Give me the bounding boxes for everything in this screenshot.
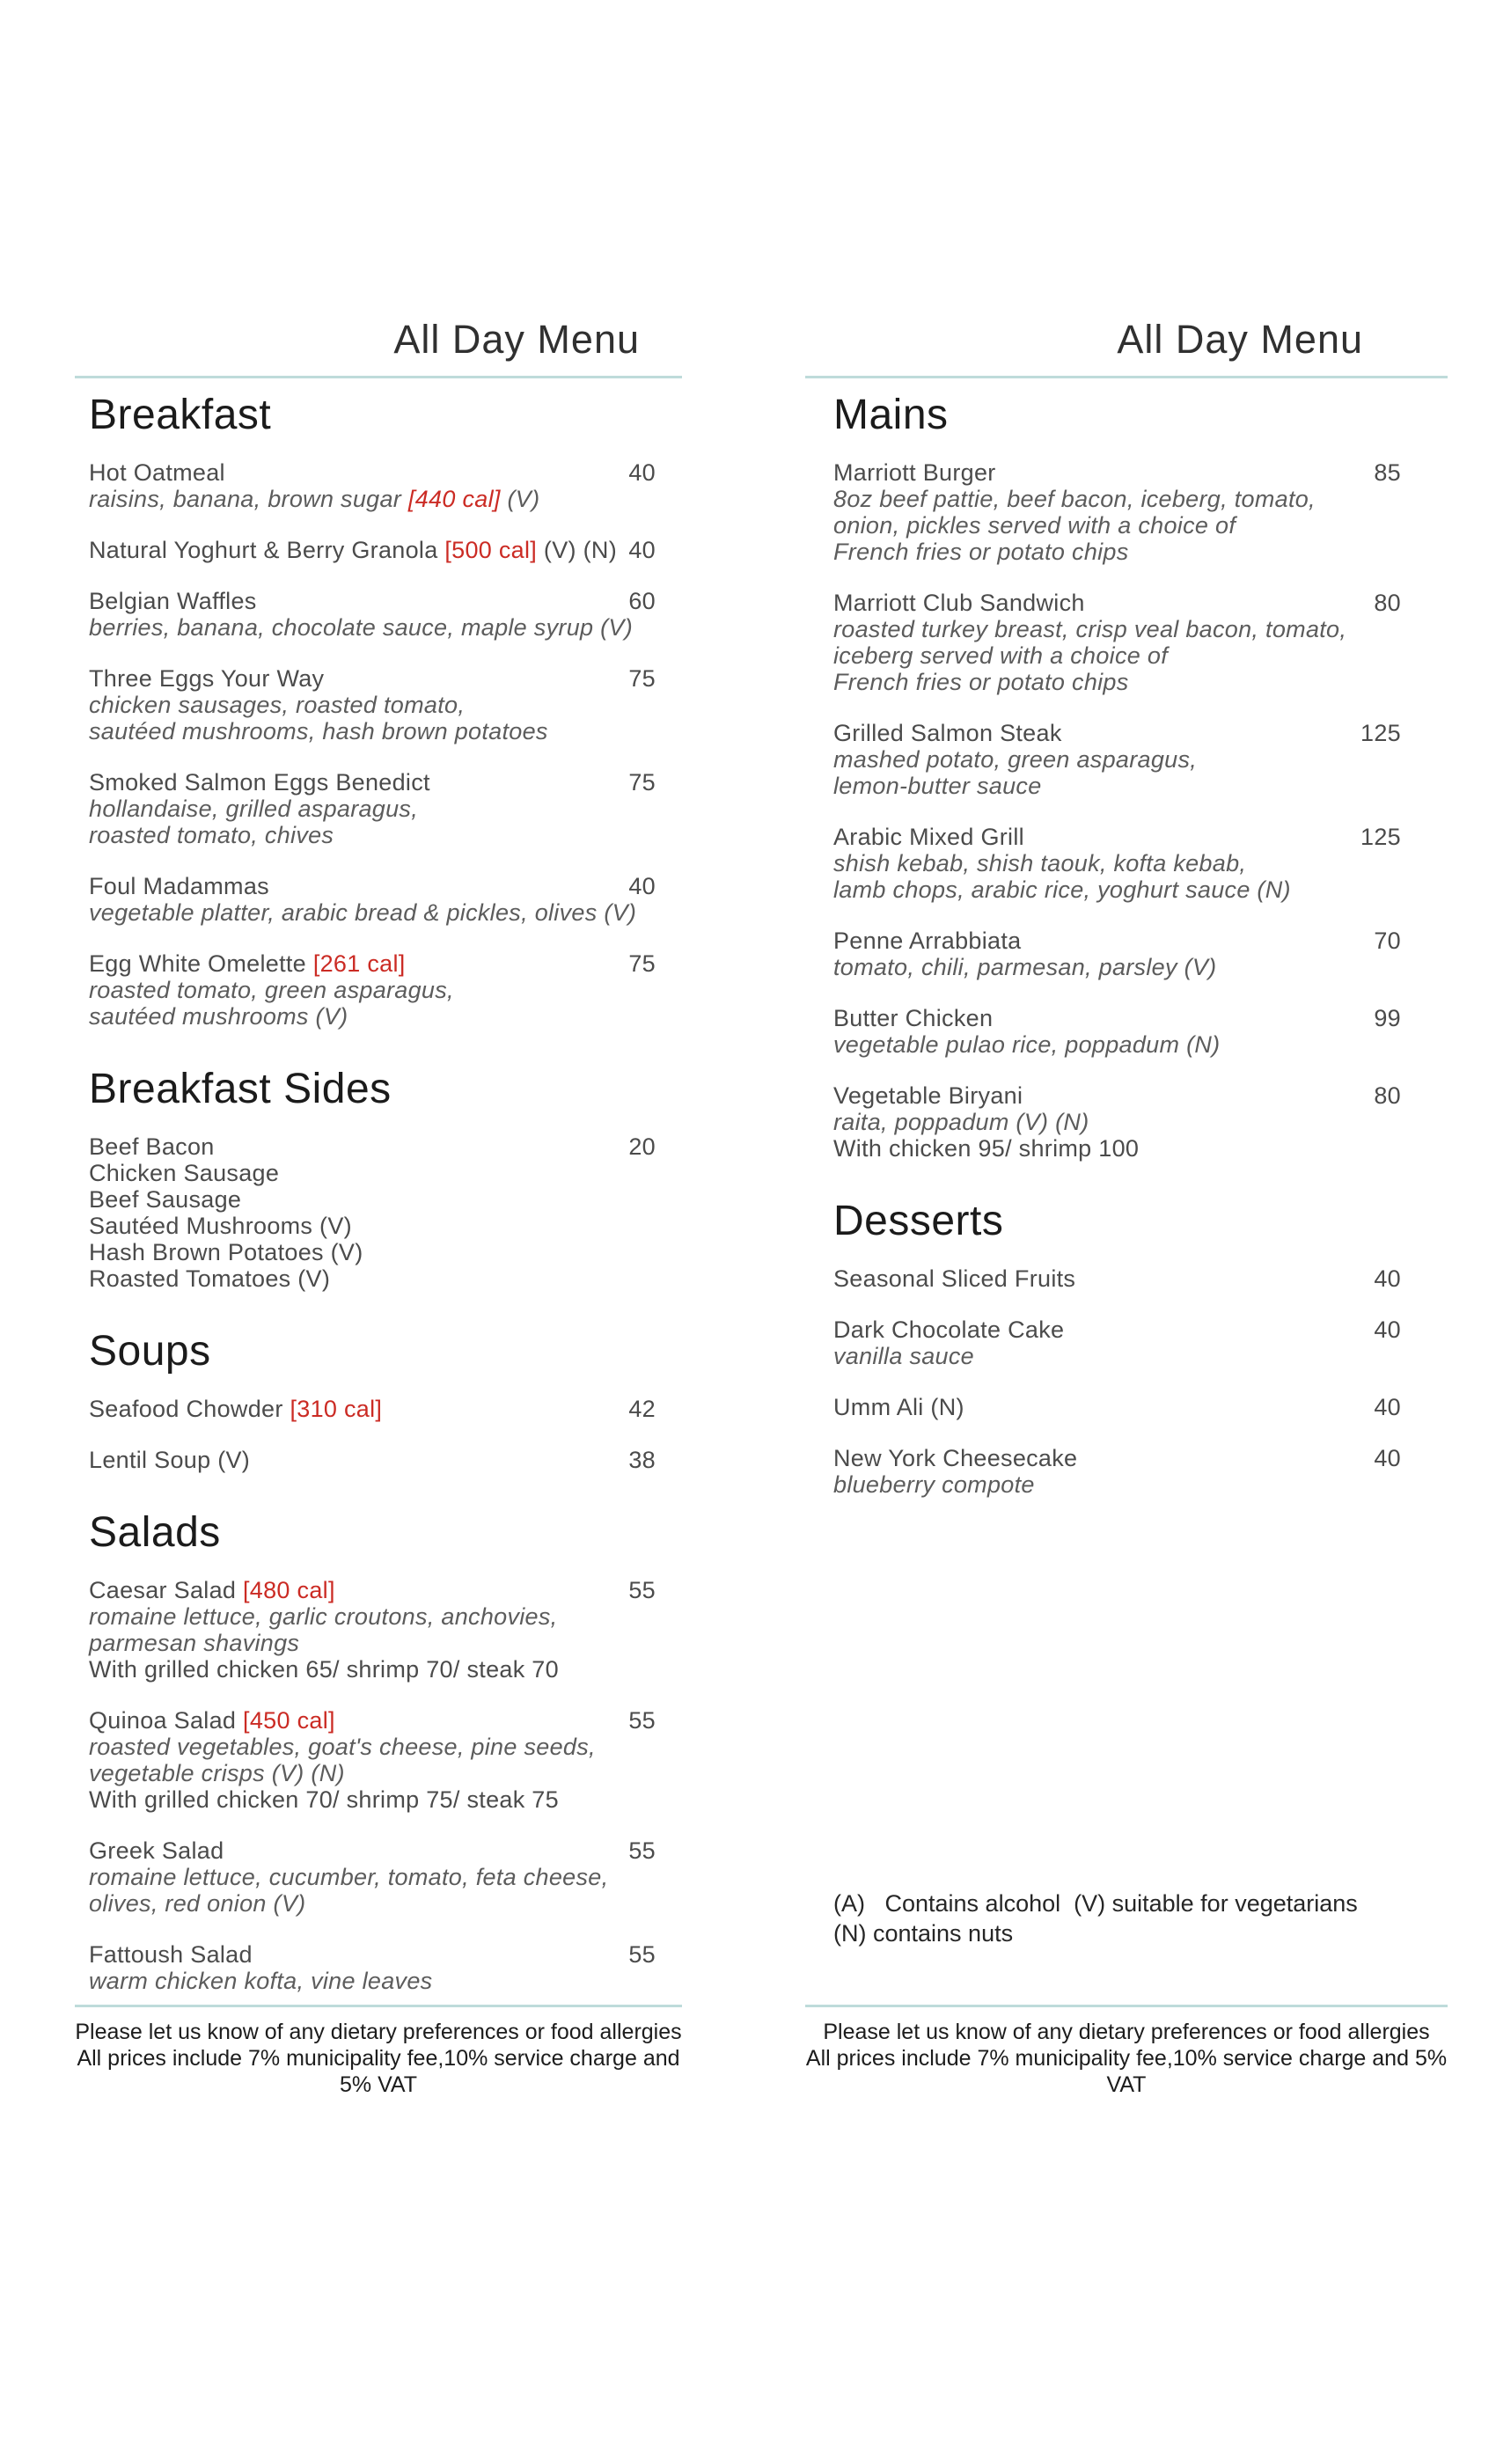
item-name <box>89 1133 215 1160</box>
text-segment: Foul Madammas <box>89 873 269 899</box>
item-description-line <box>833 486 1401 512</box>
item-head <box>89 459 656 486</box>
item-price: 85 <box>1374 459 1401 486</box>
item-name <box>89 665 324 692</box>
item-description-line <box>833 850 1401 876</box>
text-segment: Dark Chocolate Cake <box>833 1316 1065 1343</box>
page-title-left: All Day Menu <box>393 317 640 362</box>
menu-item <box>833 1445 1401 1498</box>
item-name <box>833 590 1085 616</box>
item-head <box>89 1707 656 1734</box>
text-segment: hollandaise, grilled asparagus, <box>89 796 419 822</box>
text-segment: Egg White Omelette <box>89 950 313 977</box>
item-description-line <box>833 876 1401 903</box>
item-head <box>89 537 656 563</box>
text-segment: Umm Ali (N) <box>833 1394 964 1420</box>
section-heading: Breakfast Sides <box>89 1066 392 1112</box>
text-segment: vegetable platter, arabic bread & pickles, olives (V) <box>89 899 637 926</box>
menu-item <box>89 1396 656 1422</box>
item-name <box>833 1082 1023 1109</box>
item-description-line <box>89 1003 656 1030</box>
text-segment: Quinoa Salad <box>89 1707 244 1734</box>
text-segment: With chicken 95/ shrimp 100 <box>833 1135 1140 1162</box>
item-name <box>89 537 617 563</box>
item-description-line <box>833 773 1401 799</box>
item-name <box>833 1445 1077 1471</box>
item-price: 75 <box>628 769 656 796</box>
menu-column-left <box>75 391 682 1994</box>
item-name <box>833 1005 993 1031</box>
text-segment: iceberg served with a choice of <box>833 642 1168 669</box>
section-heading: Desserts <box>833 1198 1004 1244</box>
item-price: 42 <box>628 1396 656 1422</box>
text-segment: sautéed mushrooms (V) <box>89 1003 348 1030</box>
menu-item <box>833 1005 1401 1058</box>
menu-item <box>833 1265 1401 1292</box>
item-description-line <box>89 1239 656 1265</box>
menu-item <box>89 1133 656 1292</box>
text-segment: Belgian Waffles <box>89 588 257 614</box>
text-segment: 8oz beef pattie, beef bacon, iceberg, tomato, <box>833 486 1316 512</box>
menu-item <box>833 1316 1401 1369</box>
item-description-line <box>89 1864 656 1890</box>
item-name <box>89 873 269 899</box>
text-segment: Hot Oatmeal <box>89 459 225 486</box>
footer-line-1: Please let us know of any dietary preferences or food allergies <box>823 2020 1430 2044</box>
item-name <box>89 1707 335 1734</box>
item-head <box>89 1447 656 1473</box>
legend <box>833 1888 1449 1948</box>
item-price: 55 <box>628 1707 656 1734</box>
item-price: 125 <box>1360 720 1401 746</box>
item-price: 40 <box>1374 1445 1401 1471</box>
item-description-line <box>89 1160 656 1186</box>
text-segment: Marriott Burger <box>833 459 996 486</box>
item-description-line <box>833 746 1401 773</box>
calorie-note: [480 cal] <box>243 1577 335 1603</box>
menu-item <box>833 590 1401 695</box>
text-segment: olives, red onion (V) <box>89 1890 306 1917</box>
item-name <box>833 720 1062 746</box>
text-segment: With grilled chicken 65/ shrimp 70/ steak 70 <box>89 1656 559 1683</box>
item-price: 60 <box>628 588 656 614</box>
item-head <box>833 928 1401 954</box>
item-description-line <box>89 1630 656 1656</box>
item-description-line <box>833 539 1401 565</box>
item-head <box>833 824 1401 850</box>
text-segment: Beef Bacon <box>89 1133 215 1160</box>
item-description-line <box>89 1213 656 1239</box>
item-description-line <box>89 614 656 641</box>
item-name <box>89 1447 250 1473</box>
menu-item <box>833 459 1401 565</box>
text-segment: blueberry compote <box>833 1471 1035 1498</box>
item-description-line <box>833 1109 1401 1135</box>
legend-line-2: (N) contains nuts <box>833 1920 1014 1947</box>
menu-item <box>833 824 1401 903</box>
text-segment: Vegetable Biryani <box>833 1082 1023 1109</box>
text-segment: roasted turkey breast, crisp veal bacon, tomato, <box>833 616 1347 642</box>
item-description-line <box>89 796 656 822</box>
item-description-line <box>833 616 1401 642</box>
item-name <box>833 824 1024 850</box>
text-segment: lamb chops, arabic rice, yoghurt sauce (N) <box>833 876 1291 903</box>
item-name <box>89 1941 253 1968</box>
text-segment: French fries or potato chips <box>833 539 1129 565</box>
text-segment: romaine lettuce, cucumber, tomato, feta cheese, <box>89 1864 609 1890</box>
section-heading: Salads <box>89 1509 221 1556</box>
text-segment: Natural Yoghurt & Berry Granola <box>89 537 445 563</box>
item-description-line <box>89 692 656 718</box>
footer-line-2: All prices include 7% municipality fee,10% service charge and 5% VAT <box>77 2046 680 2097</box>
item-description-line <box>89 1968 656 1994</box>
item-head <box>89 1577 656 1603</box>
header-rule-left <box>75 376 682 378</box>
item-description-line <box>833 1343 1401 1369</box>
item-description-line <box>89 486 656 512</box>
item-description-line <box>833 642 1401 669</box>
text-segment: Chicken Sausage <box>89 1160 280 1186</box>
item-name <box>89 459 225 486</box>
item-description-line <box>89 1760 656 1786</box>
item-head <box>89 873 656 899</box>
item-price: 20 <box>628 1133 656 1160</box>
item-description-line <box>89 718 656 744</box>
item-head <box>89 950 656 977</box>
text-segment: parmesan shavings <box>89 1630 300 1656</box>
item-name <box>89 769 430 796</box>
menu-item <box>89 769 656 848</box>
item-description-line <box>89 1734 656 1760</box>
item-description-line <box>833 1135 1401 1162</box>
item-head <box>833 1082 1401 1109</box>
section-heading: Breakfast <box>89 392 272 438</box>
item-head <box>89 665 656 692</box>
calorie-note: [310 cal] <box>290 1396 383 1422</box>
item-head <box>833 1265 1401 1292</box>
item-head <box>833 1005 1401 1031</box>
item-description-line <box>833 1031 1401 1058</box>
item-price: 40 <box>1374 1394 1401 1420</box>
text-segment: tomato, chili, parmesan, parsley (V) <box>833 954 1217 980</box>
item-name <box>833 1394 964 1420</box>
item-description-line <box>89 1265 656 1292</box>
item-head <box>833 720 1401 746</box>
item-description-line <box>833 954 1401 980</box>
calorie-note: [440 cal] <box>407 486 501 512</box>
item-description-line <box>89 1186 656 1213</box>
text-segment: vanilla sauce <box>833 1343 974 1369</box>
menu-item <box>833 1394 1401 1420</box>
footer-line-2: All prices include 7% municipality fee,10% service charge and 5% VAT <box>805 2046 1448 2097</box>
text-segment: shish kebab, shish taouk, kofta kebab, <box>833 850 1247 876</box>
item-description-line <box>833 1471 1401 1498</box>
menu-item <box>833 928 1401 980</box>
item-price: 55 <box>628 1941 656 1968</box>
text-segment: Sautéed Mushrooms (V) <box>89 1213 352 1239</box>
text-segment: Seafood Chowder <box>89 1396 290 1422</box>
item-name <box>89 588 257 614</box>
text-segment: onion, pickles served with a choice of <box>833 512 1236 539</box>
item-price: 55 <box>628 1837 656 1864</box>
item-price: 40 <box>1374 1265 1401 1292</box>
item-head <box>833 1316 1401 1343</box>
text-segment: Beef Sausage <box>89 1186 242 1213</box>
menu-column-right <box>805 391 1448 1498</box>
menu-item <box>89 1941 656 1994</box>
item-name <box>833 459 996 486</box>
footer-note-left <box>75 2019 682 2098</box>
text-segment: Arabic Mixed Grill <box>833 824 1024 850</box>
item-price: 40 <box>628 873 656 899</box>
item-head <box>833 590 1401 616</box>
item-price: 40 <box>628 459 656 486</box>
header-rule-right <box>805 376 1448 378</box>
item-name <box>833 1316 1064 1343</box>
menu-item <box>89 1447 656 1473</box>
text-segment: (V) <box>500 486 540 512</box>
menu-item <box>89 1577 656 1683</box>
item-head <box>89 1133 656 1160</box>
text-segment: warm chicken kofta, vine leaves <box>89 1968 433 1994</box>
item-name <box>89 1396 382 1422</box>
item-name <box>89 1577 335 1603</box>
menu-item <box>833 1082 1401 1162</box>
menu-item <box>89 950 656 1030</box>
text-segment: vegetable crisps (V) (N) <box>89 1760 345 1786</box>
item-description-line <box>89 822 656 848</box>
menu-item <box>833 720 1401 799</box>
item-description-line <box>89 899 656 926</box>
section-heading: Soups <box>89 1328 211 1375</box>
item-description-line <box>89 1890 656 1917</box>
text-segment: Butter Chicken <box>833 1005 994 1031</box>
text-segment: Penne Arrabbiata <box>833 928 1022 954</box>
text-segment: chicken sausages, roasted tomato, <box>89 692 466 718</box>
item-description-line <box>833 512 1401 539</box>
text-segment: Seasonal Sliced Fruits <box>833 1265 1076 1292</box>
text-segment: berries, banana, chocolate sauce, maple syrup (V) <box>89 614 634 641</box>
calorie-note: [500 cal] <box>444 537 538 563</box>
item-price: 40 <box>628 537 656 563</box>
item-price: 75 <box>628 950 656 977</box>
item-price: 80 <box>1374 1082 1401 1109</box>
item-name <box>833 928 1021 954</box>
text-segment: (V) (N) <box>537 537 617 563</box>
footer-rule-right <box>805 2005 1448 2007</box>
text-segment: With grilled chicken 70/ shrimp 75/ steak 75 <box>89 1786 559 1813</box>
text-segment: lemon-butter sauce <box>833 773 1042 799</box>
item-name <box>89 1837 224 1864</box>
item-head <box>89 1941 656 1968</box>
item-description-line <box>89 977 656 1003</box>
text-segment: Lentil Soup (V) <box>89 1447 251 1473</box>
item-head <box>89 588 656 614</box>
item-price: 38 <box>628 1447 656 1473</box>
text-segment: Roasted Tomatoes (V) <box>89 1265 331 1292</box>
menu-item <box>89 1707 656 1813</box>
text-segment: sautéed mushrooms, hash brown potatoes <box>89 718 548 744</box>
menu-item <box>89 1837 656 1917</box>
item-price: 55 <box>628 1577 656 1603</box>
item-price: 125 <box>1360 824 1401 850</box>
footer-rule-left <box>75 2005 682 2007</box>
text-segment: Hash Brown Potatoes (V) <box>89 1239 363 1265</box>
item-name <box>833 1265 1075 1292</box>
item-description-line <box>833 669 1401 695</box>
text-segment: Three Eggs Your Way <box>89 665 325 692</box>
item-head <box>833 1445 1401 1471</box>
text-segment: raita, poppadum (V) (N) <box>833 1109 1089 1135</box>
text-segment: Fattoush Salad <box>89 1941 253 1968</box>
menu-item <box>89 588 656 641</box>
text-segment: French fries or potato chips <box>833 669 1129 695</box>
item-head <box>89 769 656 796</box>
item-price: 75 <box>628 665 656 692</box>
menu-item <box>89 873 656 926</box>
page-title-right: All Day Menu <box>1117 317 1363 362</box>
text-segment: Greek Salad <box>89 1837 224 1864</box>
footer-line-1: Please let us know of any dietary preferences or food allergies <box>75 2020 682 2044</box>
item-description-line <box>89 1656 656 1683</box>
calorie-note: [261 cal] <box>312 950 406 977</box>
item-head <box>833 1394 1401 1420</box>
text-segment: vegetable pulao rice, poppadum (N) <box>833 1031 1221 1058</box>
text-segment: roasted vegetables, goat's cheese, pine seeds, <box>89 1734 596 1760</box>
text-segment: roasted tomato, chives <box>89 822 334 848</box>
text-segment: New York Cheesecake <box>833 1445 1078 1471</box>
item-name <box>89 950 406 977</box>
legend-line-1: (A) Contains alcohol (V) suitable for vegetarians <box>833 1890 1358 1917</box>
text-segment: roasted tomato, green asparagus, <box>89 977 454 1003</box>
text-segment: raisins, banana, brown sugar <box>89 486 408 512</box>
item-price: 80 <box>1374 590 1401 616</box>
item-price: 40 <box>1374 1316 1401 1343</box>
item-head <box>89 1837 656 1864</box>
text-segment: Smoked Salmon Eggs Benedict <box>89 769 430 796</box>
menu-item <box>89 459 656 512</box>
section-heading: Mains <box>833 392 949 438</box>
item-description-line <box>89 1786 656 1813</box>
item-head <box>89 1396 656 1422</box>
item-head <box>833 459 1401 486</box>
menu-item <box>89 665 656 744</box>
calorie-note: [450 cal] <box>243 1707 335 1734</box>
text-segment: romaine lettuce, garlic croutons, anchovies, <box>89 1603 558 1630</box>
item-price: 99 <box>1374 1005 1401 1031</box>
text-segment: Caesar Salad <box>89 1577 243 1603</box>
footer-note-right <box>805 2019 1448 2098</box>
item-price: 70 <box>1374 928 1401 954</box>
item-description-line <box>89 1603 656 1630</box>
text-segment: Grilled Salmon Steak <box>833 720 1062 746</box>
text-segment: Marriott Club Sandwich <box>833 590 1085 616</box>
menu-item <box>89 537 656 563</box>
text-segment: mashed potato, green asparagus, <box>833 746 1198 773</box>
